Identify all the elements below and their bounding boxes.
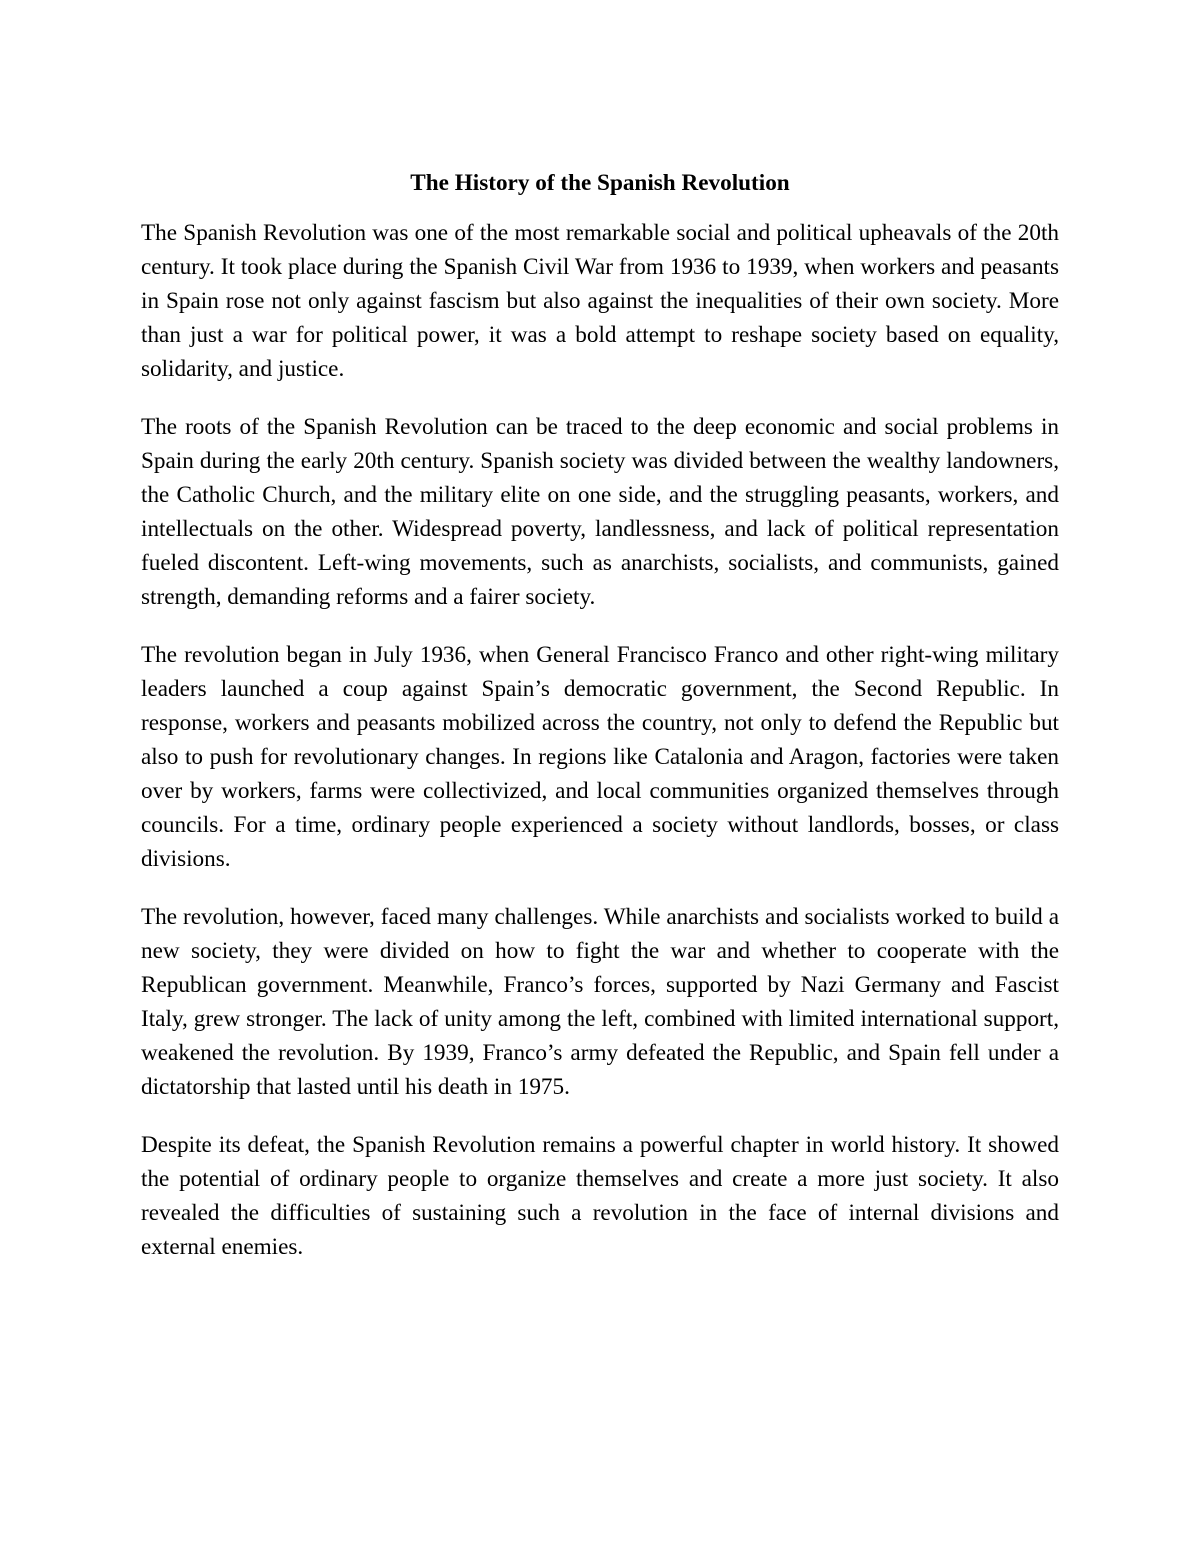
paragraph-legacy: Despite its defeat, the Spanish Revolution remains a powerful chapter in world history. It showed the potential of ordinary people to organize themselves and create a more just society. It also revealed the difficulties of sustaining such a revolution in the face of internal divisions and external enemies.: [141, 1132, 1059, 1260]
paragraph-beginning: The revolution began in July 1936, when General Francisco Franco and other right-wing military leaders launched a coup against Spain’s democratic government, the Second Republic. In response, workers and peasants mobilized across the country, not only to defend the Republic but also to push for revolutionary changes. In regions like Catalonia and Aragon, factories were taken over by workers, farms were collectivized, and local communities organized themselves through councils. For a time, ordinary people experienced a society without landlords, bosses, or class divisions.: [141, 642, 1059, 872]
paragraph-challenges: The revolution, however, faced many challenges. While anarchists and socialists worked to build a new society, they were divided on how to fight the war and whether to cooperate with the Republican government. Meanwhile, Franco’s forces, supported by Nazi Germany and Fascist Italy, grew stronger. The lack of unity among the left, combined with limited international support, weakened the revolution. By 1939, Franco’s army defeated the Republic, and Spain fell under a dictatorship that lasted until his death in 1975.: [141, 904, 1059, 1100]
paragraph-roots: The roots of the Spanish Revolution can be traced to the deep economic and social problems in Spain during the early 20th century. Spanish society was divided between the wealthy landowners, the Catholic Church, and the military elite on one side, and the struggling peasants, workers, and intellectuals on the other. Widespread poverty, landlessness, and lack of political representation fueled discontent. Left-wing movements, such as anarchists, socialists, and communists, gained strength, demanding reforms and a fairer society.: [141, 414, 1059, 610]
paragraph-intro: The Spanish Revolution was one of the most remarkable social and political upheavals of the 20th century. It took place during the Spanish Civil War from 1936 to 1939, when workers and peasants in Spain rose not only against fascism but also against the inequalities of their own society. More than just a war for political power, it was a bold attempt to reshape society based on equality, solidarity, and justice.: [141, 220, 1059, 382]
document-body: [141, 166, 1059, 1288]
document-title: The History of the Spanish Revolution: [410, 170, 790, 196]
